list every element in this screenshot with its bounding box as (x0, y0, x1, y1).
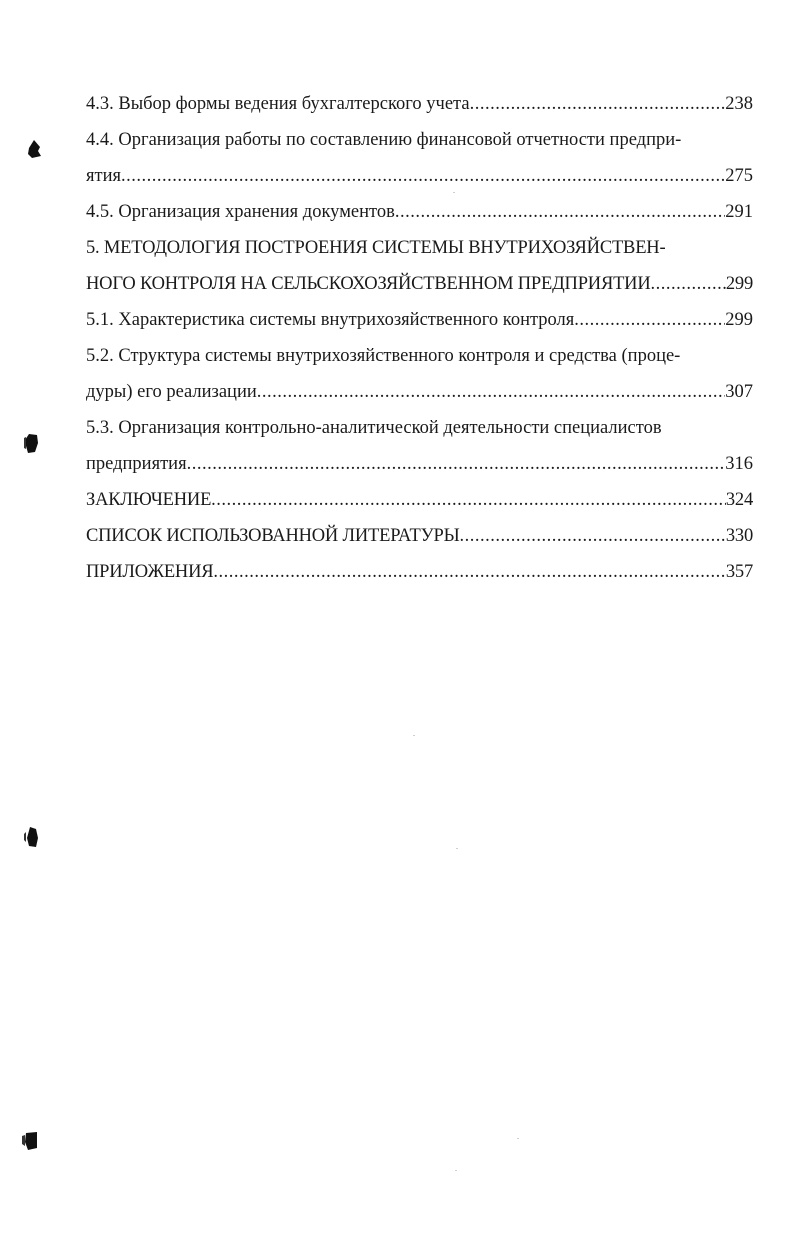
toc-entry-title: ЗАКЛЮЧЕНИЕ (86, 490, 212, 510)
toc-page-number: 275 (725, 166, 753, 186)
toc-entry-title: 4.3. Выбор формы ведения бухгалтерского учета (86, 94, 470, 114)
toc-dot-leader (121, 158, 725, 194)
toc-dot-leader (574, 302, 725, 338)
scan-speck (455, 1170, 457, 1171)
toc-page-number: 330 (725, 526, 753, 546)
toc-entry-5-2 (86, 338, 753, 410)
toc-dot-leader (187, 446, 726, 482)
scan-speck (413, 735, 415, 736)
table-of-contents (86, 86, 753, 590)
toc-entry-5-1 (86, 302, 753, 338)
toc-entry-title-line1: 5.3. Организация контрольно-аналитической деятельности специалистов (86, 418, 662, 438)
scan-speck (456, 848, 458, 849)
toc-entry-4-4 (86, 122, 753, 194)
toc-page-number: 291 (725, 202, 753, 222)
toc-entry-5 (86, 230, 753, 302)
toc-entry-title: дуры) его реализации (86, 382, 257, 402)
toc-entry-5-3 (86, 410, 753, 482)
toc-entry-title: СПИСОК ИСПОЛЬЗОВАННОЙ ЛИТЕРАТУРЫ (86, 526, 460, 546)
toc-entry-title-line1: 4.4. Организация работы по составлению финансовой отчетности предпри- (86, 130, 682, 150)
toc-entry-title: предприятия (86, 454, 187, 474)
toc-dot-leader (211, 482, 726, 518)
toc-entry-4-5 (86, 194, 753, 230)
toc-page-number: 299 (725, 310, 753, 330)
toc-dot-leader (460, 518, 726, 554)
toc-page-number: 238 (725, 94, 753, 114)
binding-hole-mark-icon (24, 826, 40, 848)
toc-page-number: 307 (725, 382, 753, 402)
toc-entry-title-line1: 5.2. Структура системы внутрихозяйственного контроля и средства (проце- (86, 346, 681, 366)
toc-entry-title: ПРИЛОЖЕНИЯ (86, 562, 214, 582)
toc-entry-conclusion (86, 482, 753, 518)
toc-entry-title-line1: 5. МЕТОДОЛОГИЯ ПОСТРОЕНИЯ СИСТЕМЫ ВНУТРИХОЗЯЙСТВЕН- (86, 238, 666, 258)
toc-entry-title: НОГО КОНТРОЛЯ НА СЕЛЬСКОХОЗЯЙСТВЕННОМ ПРЕДПРИЯТИИ (86, 274, 651, 294)
toc-entry-appendices (86, 554, 753, 590)
toc-entry-references (86, 518, 753, 554)
toc-page-number: 357 (725, 562, 753, 582)
toc-page-number: 316 (725, 454, 753, 474)
toc-page-number: 299 (725, 274, 753, 294)
toc-entry-title: 4.5. Организация хранения документов (86, 202, 395, 222)
scan-speck (453, 192, 455, 193)
toc-entry-title: ятия (86, 166, 122, 186)
scan-speck (517, 1138, 519, 1139)
toc-dot-leader (651, 266, 726, 302)
binding-hole-mark-icon (24, 432, 40, 454)
toc-dot-leader (257, 374, 725, 410)
toc-dot-leader (213, 554, 725, 590)
toc-dot-leader (470, 86, 726, 122)
toc-entry-title: 5.1. Характеристика системы внутрихозяйственного контроля (86, 310, 575, 330)
binding-hole-mark-icon (22, 1130, 38, 1152)
toc-dot-leader (395, 194, 725, 230)
toc-entry-4-3 (86, 86, 753, 122)
toc-page-number: 324 (725, 490, 753, 510)
binding-hole-mark-icon (26, 138, 42, 160)
